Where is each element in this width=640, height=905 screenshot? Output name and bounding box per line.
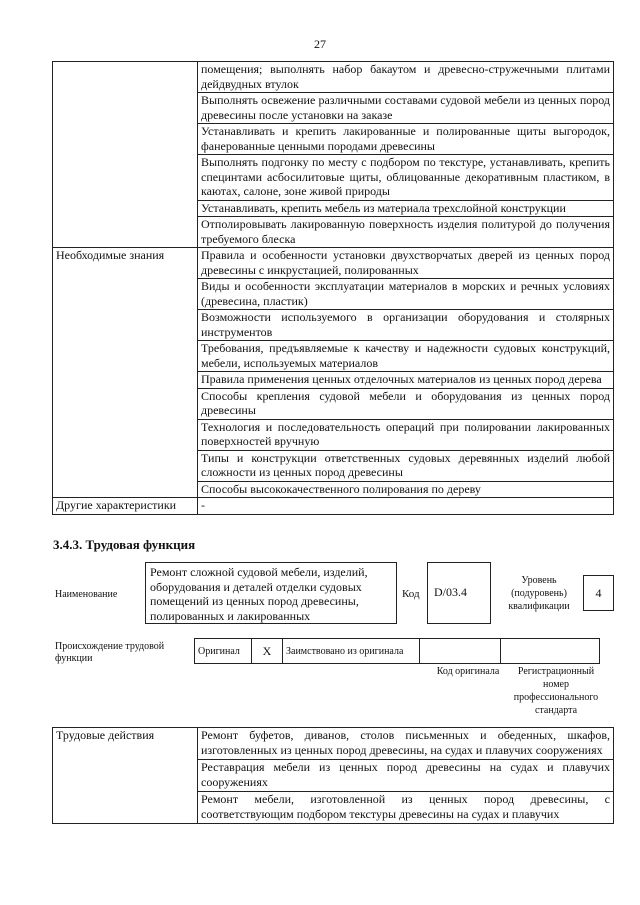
table-row	[53, 248, 614, 279]
knowledge-cell: Типы и конструкции ответственных судовых деревянных изделий любой сложности из ценных пород древесины	[198, 450, 614, 481]
actions-table	[52, 727, 614, 824]
knowledge-cell: Способы высококачественного полирования по дереву	[198, 481, 614, 498]
section-heading: 3.4.3. Трудовая функция	[53, 537, 196, 552]
original-mark: X	[252, 639, 283, 664]
original-label: Оригинал	[195, 639, 252, 664]
registration-cell	[501, 639, 600, 664]
knowledge-cell: Возможности используемого в организации оборудования и столярных инструментов	[198, 310, 614, 341]
borrowed-label: Заимствовано из оригинала	[283, 639, 420, 664]
page-number: 27	[314, 37, 326, 51]
name-label: Наименование	[55, 589, 118, 600]
original-code-cell	[420, 639, 501, 664]
origin-table	[194, 638, 600, 664]
skill-cell: Отполировывать лакированную поверхность изделия политурой до получения требуемого блеска	[198, 217, 614, 248]
other-label: Другие характеристики	[53, 498, 198, 515]
skill-cell: помещения; выполнять набор бакаутом и древесно-стружечными плитами дейдвудных втулок	[198, 62, 614, 93]
level-label: Уровень (подуровень) квалификации	[508, 575, 570, 612]
knowledge-label: Необходимые знания	[53, 248, 198, 498]
other-value: -	[198, 498, 614, 515]
code-label: Код	[402, 588, 420, 600]
origin-label: Происхождение трудовой функции	[55, 641, 165, 664]
level-value-box: 4	[583, 575, 614, 611]
knowledge-cell: Правила применения ценных отделочных материалов из ценных пород дерева	[198, 372, 614, 389]
table-row	[53, 62, 614, 93]
action-cell: Реставрация мебели из ценных пород древесины на судах и плавучих сооружениях	[198, 760, 614, 792]
action-cell: Ремонт мебели, изготовленной из ценных пород древесины, с соответствующим подбором текстуры древесины на судах и плавучих	[198, 792, 614, 824]
knowledge-cell: Виды и особенности эксплуатации материалов в морских и речных условиях (древесина, пластик)	[198, 279, 614, 310]
skill-cell: Выполнять освежение различными составами судовой мебели из ценных пород древесины после установки на заказе	[198, 93, 614, 124]
skill-cell: Выполнять подгонку по месту с подбором по текстуре, устанавливать, крепить специнтами асбосилитовые щиты, облицованные декоративным пластиком, в каютах, салоне, зоне живой природы	[198, 155, 614, 201]
table-row	[53, 728, 614, 760]
code-caption: Код оригинала	[436, 666, 500, 677]
table-row	[53, 498, 614, 515]
knowledge-cell: Правила и особенности установки двухстворчатых дверей из ценных пород древесины с инкрустацией, полированных	[198, 248, 614, 279]
registration-caption: Регистрационный номер профессионального стандарта	[513, 666, 599, 716]
function-name-box: Ремонт сложной судовой мебели, изделий, оборудования и деталей отделки судовых помещений из ценных пород древесины, полированных и лакированных	[145, 562, 397, 624]
empty-label-cell	[53, 62, 198, 248]
code-value-box: D/03.4	[427, 562, 491, 624]
competency-table	[52, 61, 614, 515]
skill-cell: Устанавливать, крепить мебель из материала трехслойной конструкции	[198, 200, 614, 217]
action-cell: Ремонт буфетов, диванов, столов письменных и обеденных, шкафов, изготовленных из ценных пород древесины, на судах и плавучих сооружениях	[198, 728, 614, 760]
knowledge-cell: Способы крепления судовой мебели и оборудования из ценных пород древесины	[198, 388, 614, 419]
skill-cell: Устанавливать и крепить лакированные и полированные щиты выгородок, фанерованные ценными породами древесины	[198, 124, 614, 155]
knowledge-cell: Технология и последовательность операций при полировании лакированных поверхностей вручную	[198, 419, 614, 450]
knowledge-cell: Требования, предъявляемые к качеству и надежности судовых конструкций, мебели, используемых материалов	[198, 341, 614, 372]
actions-label: Трудовые действия	[53, 728, 198, 824]
